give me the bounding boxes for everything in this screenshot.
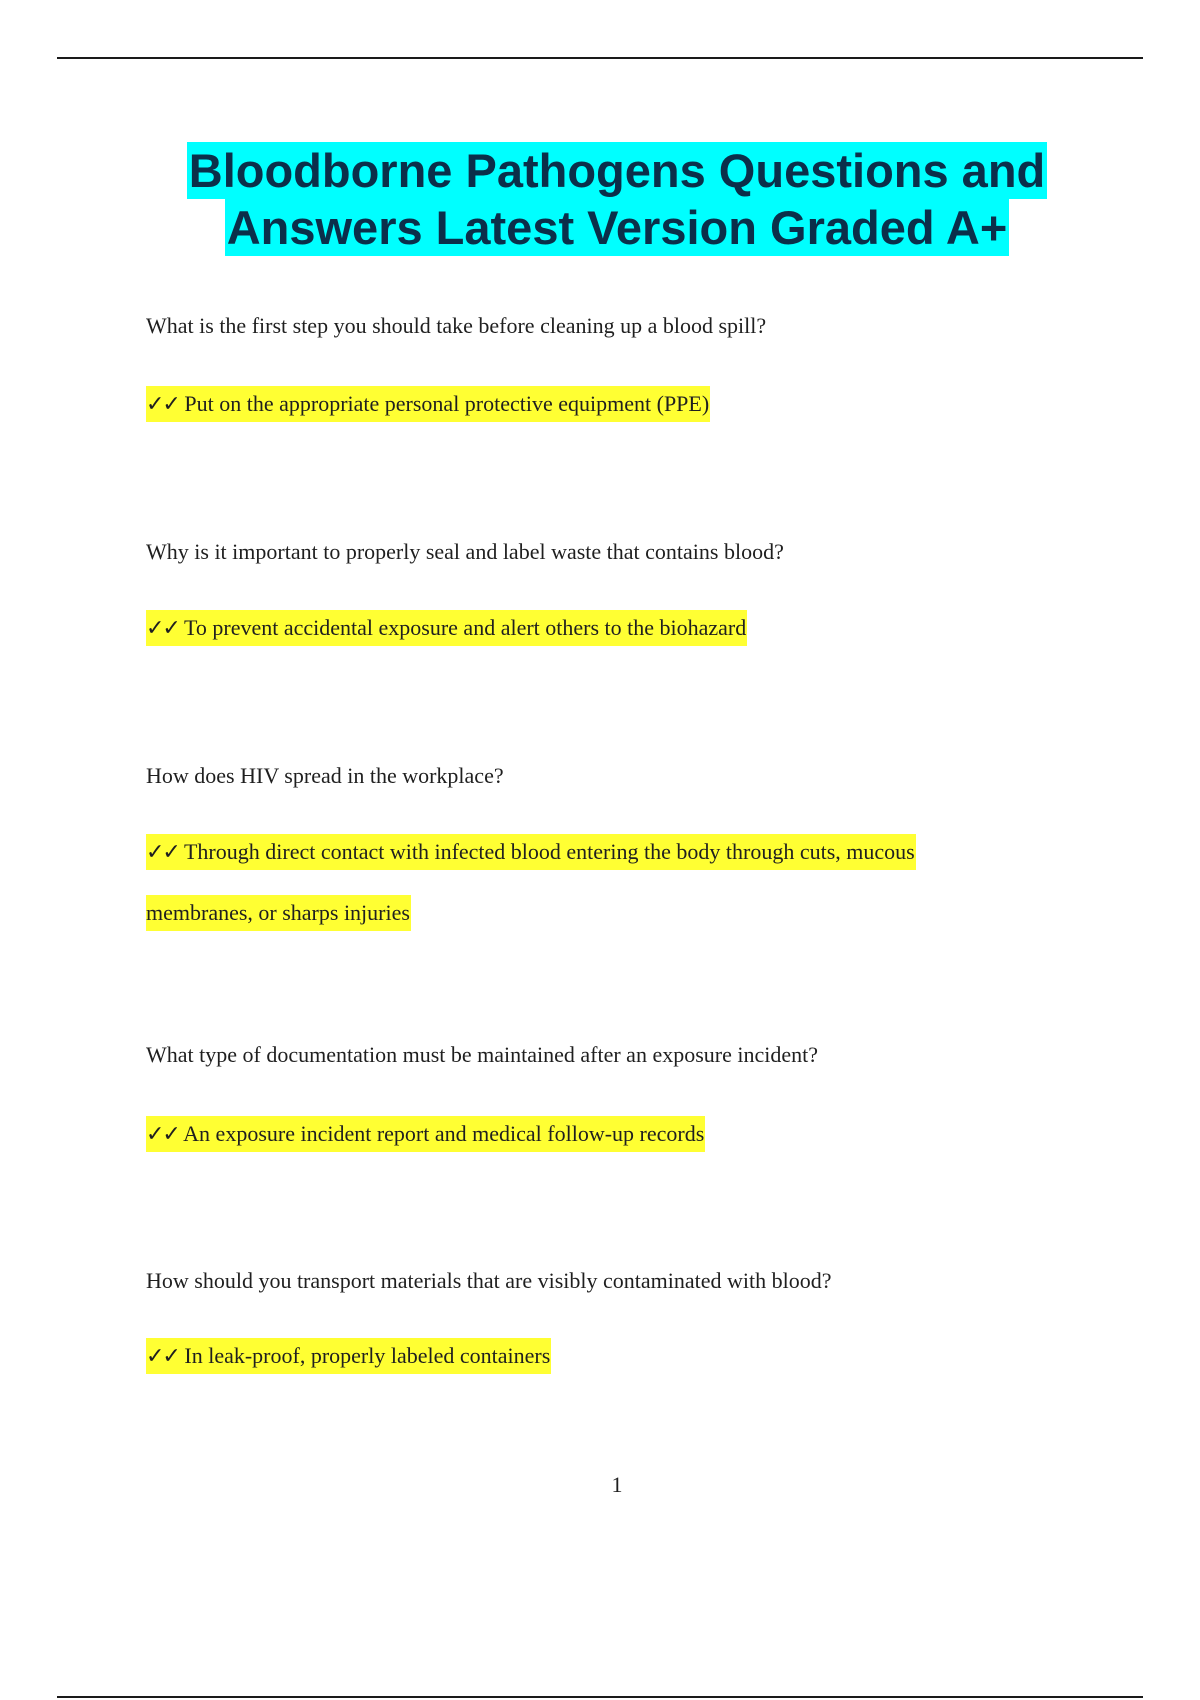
answer-highlight-3a <box>146 834 916 870</box>
page-number: 1 <box>611 1472 623 1497</box>
question-1: What is the first step you should take before cleaning up a blood spill? <box>146 313 767 338</box>
answer-highlight-4 <box>146 1116 705 1152</box>
answer-5 <box>146 1326 1066 1387</box>
answer-text-2: To prevent accidental exposure and alert others to the biohazard <box>183 615 747 640</box>
answer-text-3a: Through direct contact with infected blood entering the body through cuts, mucous <box>183 839 915 864</box>
answer-text-3b: membranes, or sharps injuries <box>146 900 410 925</box>
answer-highlight-2 <box>146 610 747 646</box>
answer-3 <box>146 822 1066 943</box>
qa-item-5 <box>146 1267 1066 1387</box>
answer-highlight-3b <box>146 895 411 931</box>
title-line-1: Bloodborne Pathogens Questions and <box>188 144 1046 197</box>
qa-item-1 <box>146 312 1066 435</box>
title-line-2: Answers Latest Version Graded A+ <box>226 201 1008 254</box>
check-icon: ✓✓ <box>146 1344 179 1369</box>
document-title <box>0 142 1200 256</box>
question-2: Why is it important to properly seal and label waste that contains blood? <box>146 539 784 564</box>
answer-text-1: Put on the appropriate personal protective equipment (PPE) <box>184 391 710 416</box>
answer-2 <box>146 598 1066 659</box>
check-icon: ✓✓ <box>146 1122 179 1147</box>
answer-text-5: In leak-proof, properly labeled containers <box>184 1343 551 1368</box>
top-rule <box>57 57 1143 59</box>
answer-4 <box>146 1104 1066 1165</box>
check-icon: ✓✓ <box>146 616 179 641</box>
bottom-rule <box>57 1696 1143 1698</box>
answer-highlight-5 <box>146 1338 551 1374</box>
qa-item-3 <box>146 762 1066 943</box>
check-icon: ✓✓ <box>146 840 179 865</box>
answer-1 <box>146 374 1066 435</box>
qa-item-2 <box>146 538 1066 659</box>
question-4: What type of documentation must be maintained after an exposure incident? <box>146 1042 818 1067</box>
question-5: How should you transport materials that are visibly contaminated with blood? <box>146 1268 832 1293</box>
question-3: How does HIV spread in the workplace? <box>146 763 504 788</box>
answer-highlight-1 <box>146 386 710 422</box>
answer-text-4: An exposure incident report and medical follow-up records <box>183 1121 705 1146</box>
check-icon: ✓✓ <box>146 392 179 417</box>
qa-item-4 <box>146 1041 1066 1165</box>
